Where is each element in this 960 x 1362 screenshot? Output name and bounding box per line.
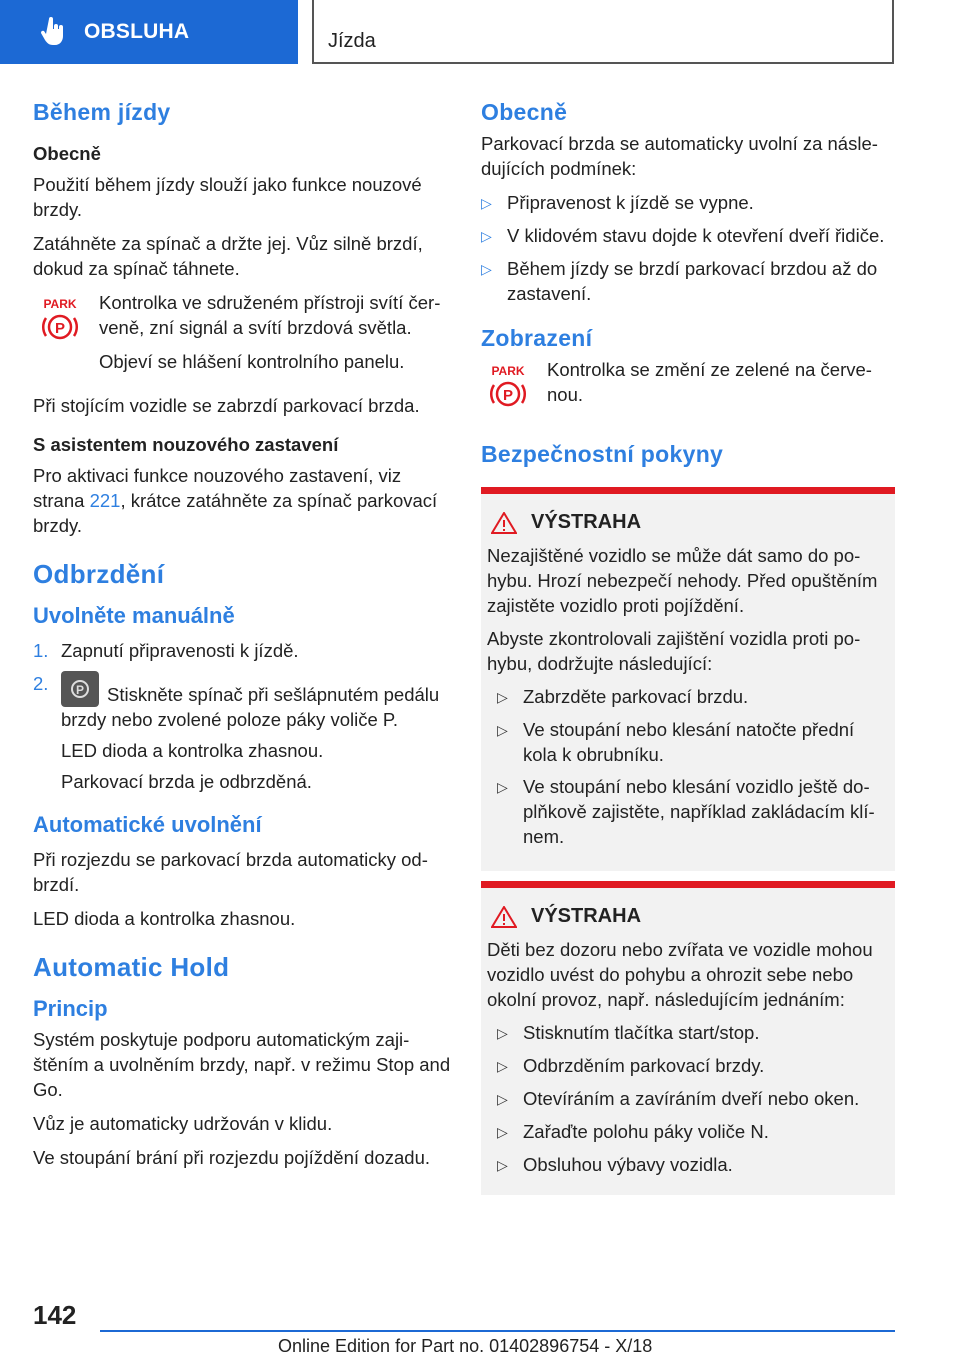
warning-list	[497, 1020, 887, 1178]
footer-divider	[100, 1330, 895, 1332]
svg-text:P: P	[54, 320, 66, 337]
tab-label: OBSLUHA	[84, 20, 190, 43]
paragraph: Systém poskytuje podporu automatickým zajištěním a uvolněním brzdy, např. v režimu Stop and Go.	[33, 1029, 451, 1100]
list-item: ▷ V klidovém stavu dojde k otevření dveří řidiče.	[481, 223, 895, 249]
paragraph: Abyste zkontrolovali zajištění vozidla proti pohybu, dodržujte následující:	[487, 628, 861, 674]
triangle-bullet-icon: ▷	[497, 1157, 508, 1173]
section-header	[312, 0, 894, 64]
triangle-bullet-icon: ▷	[497, 779, 508, 795]
paragraph: Použití během jízdy slouží jako funkce nouzové brzdy.	[33, 174, 422, 220]
paragraph: Děti bez dozoru nebo zvířata ve vozidle mohou vozidlo uvést do pohybu a ohrozit sebe nebo okolní provoz, např. následujícím jednáním:	[487, 939, 873, 1010]
heading-display: Zobrazení	[481, 325, 593, 351]
page-link-221[interactable]: 221	[89, 490, 121, 511]
paragraph: Objeví se hlášení kontrolního panelu.	[99, 351, 405, 372]
heading-during-driving: Během jízdy	[33, 99, 171, 125]
svg-text:PARK: PARK	[491, 364, 525, 378]
paragraph: LED dioda a kontrolka zhasnou.	[33, 908, 296, 929]
warning-triangle-icon	[491, 512, 517, 534]
triangle-bullet-icon: ▷	[481, 261, 492, 277]
heading-release: Odbrzdění	[33, 559, 165, 589]
heading-safety: Bezpečnostní pokyny	[481, 441, 724, 467]
svg-text:P: P	[75, 683, 85, 697]
paragraph: Nezajištěné vozidlo se může dát samo do pohybu. Hrozí nebezpečí nehody. Před opuštěním zajistěte vozidlo proti pojíždění.	[487, 545, 878, 616]
subheading-emergency-assist: S asistentem nouzového zastavení	[33, 434, 339, 455]
triangle-bullet-icon: ▷	[497, 722, 508, 738]
list-item: 1. Zapnutí připravenosti k jízdě.	[33, 640, 299, 661]
warning-triangle-icon	[491, 906, 517, 928]
paragraph-with-link: Pro aktivaci funkce nouzového zastavení, viz strana 221, krátce zatáhněte za spínač parkovací brzdy.	[33, 465, 438, 536]
warning-box	[481, 881, 895, 1195]
list-item: ▷ Zabrzděte parkovací brzdu.	[497, 684, 887, 710]
warning-title: VÝSTRAHA	[487, 904, 887, 929]
paragraph: Zatáhněte za spínač a držte jej. Vůz silně brzdí, dokud za spínač táhnete.	[33, 233, 423, 279]
park-brake-warning-icon	[33, 294, 87, 344]
paragraph: Při rozjezdu se parkovací brzda automaticky odbrzdí.	[33, 849, 428, 895]
parking-brake-switch-icon	[61, 671, 99, 707]
paragraph: Kontrolka ve sdruženém přístroji svítí červeně, zní signál a svítí brzdová světla.	[99, 292, 441, 338]
display-note	[481, 357, 895, 416]
footer-edition: Online Edition for Part no. 01402896754 - X/18	[278, 1336, 653, 1356]
list-item: ▷ Otevíráním a zavíráním dveří nebo oken.	[497, 1086, 887, 1112]
triangle-bullet-icon: ▷	[497, 1058, 508, 1074]
list-item: ▷ Během jízdy se brzdí parkovací brzdou až do zastavení.	[481, 258, 878, 304]
heading-automatic-hold: Automatic Hold	[33, 952, 230, 982]
triangle-bullet-icon: ▷	[497, 1124, 508, 1140]
warning-box	[481, 487, 895, 871]
conditions-list	[481, 190, 895, 306]
list-item: ▷ Ve stoupání nebo klesání vozidlo ještě doplňkově zajistěte, například zakládacím klínem.	[497, 776, 875, 847]
paragraph: Parkovací brzda se automaticky uvolní za následujících podmínek:	[481, 133, 878, 179]
svg-text:PARK: PARK	[43, 297, 77, 311]
warning-title: VÝSTRAHA	[487, 510, 887, 535]
svg-text:P: P	[502, 387, 514, 404]
warning-list	[497, 684, 887, 849]
warning-light-note	[33, 290, 453, 383]
page-number: 142	[33, 1300, 77, 1330]
heading-automatic-release: Automatické uvolnění	[33, 812, 262, 837]
paragraph: Při stojícím vozidle se zabrzdí parkovací brzda.	[33, 395, 420, 416]
header-tab-obsluha[interactable]	[0, 0, 298, 64]
park-brake-warning-icon	[481, 361, 535, 411]
triangle-bullet-icon: ▷	[497, 1091, 508, 1107]
section-title: Jízda	[328, 30, 376, 52]
triangle-bullet-icon: ▷	[481, 195, 492, 211]
hand-pointer-icon	[40, 17, 66, 47]
triangle-bullet-icon: ▷	[497, 689, 508, 705]
heading-principle: Princip	[33, 996, 108, 1021]
heading-manual-release: Uvolněte manuálně	[33, 603, 235, 628]
left-column	[33, 100, 453, 1179]
paragraph: Vůz je automaticky udržován v klidu.	[33, 1113, 333, 1134]
list-item: ▷ Ve stoupání nebo klesání natočte přední kola k obrubníku.	[497, 719, 855, 765]
list-item: ▷ Odbrzděním parkovací brzdy.	[497, 1053, 887, 1079]
list-item: ▷ Zařaďte polohu páky voliče N.	[497, 1119, 887, 1145]
steps-list	[33, 638, 453, 794]
heading-general: Obecně	[481, 99, 568, 125]
triangle-bullet-icon: ▷	[481, 228, 492, 244]
paragraph: Kontrolka se změní ze zelené na červenou.	[547, 359, 872, 405]
triangle-bullet-icon: ▷	[497, 1025, 508, 1041]
right-column	[481, 100, 895, 1195]
paragraph: Ve stoupání brání při rozjezdu pojíždění dozadu.	[33, 1147, 430, 1168]
list-item: ▷ Stisknutím tlačítka start/stop.	[497, 1020, 887, 1046]
list-item: ▷ Obsluhou výbavy vozidla.	[497, 1152, 887, 1178]
list-item: ▷ Připravenost k jízdě se vypne.	[481, 190, 895, 216]
list-item: 2. P Stiskněte spínač při sešlápnutém pedálu brzdy nebo zvolené poloze páky voliče P. LED dioda a kontrolka zhasnou. Parkovací brzda je odbrzděná.	[33, 673, 440, 792]
subheading-general: Obecně	[33, 143, 101, 164]
